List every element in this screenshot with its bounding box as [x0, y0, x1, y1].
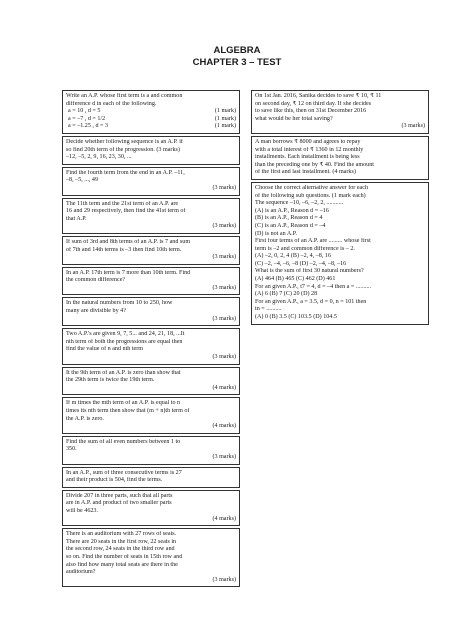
- left-question-column: [62, 90, 240, 589]
- question-text-line: times its nth term then show that (m + n)th term of: [66, 408, 190, 414]
- question-text-line: (C) is an A.P., Reason d = –4: [255, 222, 326, 229]
- question-text-line: What is the sum of first 30 natural numbers?: [255, 268, 364, 275]
- marks-label: (1 mark): [214, 115, 236, 122]
- question-text-line: of the first and last installment. (4 marks): [255, 169, 356, 176]
- question-box: [251, 136, 429, 180]
- question-text-line: (A) 464 (B) 465 (C) 462 (D) 461: [255, 276, 336, 283]
- question-text-line: In an A.P., sum of three consecutive terms is 27: [66, 469, 182, 476]
- question-text-line: Write an A.P. whose first term is a and common: [66, 93, 183, 99]
- question-text-line: (C) –2, –4, –6, –8 (D) –2, –4, –8, –16: [255, 260, 347, 267]
- question-text-line: are in A.P. and product of two smaller parts: [66, 500, 172, 507]
- question-text-line: Choose the correct alternative answer for each: [255, 184, 369, 191]
- question-text-line: term is –2 and common difference is – 2.: [255, 245, 355, 252]
- page-subtitle: CHAPTER 3 – TEST: [192, 57, 282, 68]
- question-text-line: It the 9th term of an A.P. is zero than show that: [66, 369, 181, 376]
- marks-label: (4 marks): [212, 515, 236, 522]
- question-text-line: with a total interest of ₹ 1360 in 12 monthly: [255, 146, 364, 153]
- question-text-line: so on. Find the number of seats in 15th row and: [66, 553, 183, 560]
- question-text-line: to save like this, then on 31st December 2016: [255, 108, 367, 115]
- marks-label: (3 marks): [212, 453, 236, 460]
- question-text-line: A man borrows ₹ 8000 and agrees to repay: [255, 138, 361, 145]
- question-text-line: will be 4623.: [66, 507, 98, 514]
- question-text-line: The 11th term and the 21st term of an A.P. are: [66, 200, 179, 207]
- marks-label: (3 marks): [401, 123, 425, 130]
- question-text-line: (A) 6 (B) 7 (C) 20 (D) 28: [255, 291, 318, 298]
- question-text-line: find the value of n and nth term: [66, 346, 143, 353]
- question-text-line: –8, –5, ..., 49: [66, 177, 98, 184]
- marks-label: (4 marks): [212, 384, 236, 391]
- sub-question-text: a = –1.25 , d = 3: [68, 123, 109, 130]
- question-text-line: the second row, 24 seats in the third row and: [66, 546, 175, 553]
- marks-label: (1 mark): [214, 108, 236, 115]
- question-text-line: Decide whether following sequence is an A.P. if: [66, 138, 183, 145]
- question-text-line: Find the sum of all even numbers between 1 to: [66, 438, 181, 445]
- page-title: ALGEBRA: [213, 45, 261, 56]
- question-text-line: On 1st Jan. 2016, Sanika decides to save ₹ 10, ₹ 11: [255, 93, 382, 99]
- marks-label: (4 marks): [212, 423, 236, 430]
- marks-label: (3 marks): [212, 223, 236, 230]
- marks-label: (3 marks): [212, 315, 236, 322]
- question-text-line: For an given A.P., a = 3.5, d = 0, n = 101 then: [255, 298, 367, 305]
- sub-question: [66, 123, 236, 131]
- question-text-line: Divide 207 in three parts, such that all parts: [66, 492, 173, 499]
- question-text-line: nth term of both the progressions are equal then: [66, 338, 183, 345]
- question-text-line: tn = ..........: [255, 306, 282, 313]
- question-box: [62, 436, 240, 465]
- question-text-line: the A.P. is zero.: [66, 415, 104, 422]
- sub-question: [66, 108, 236, 116]
- marks-label: (3 marks): [212, 354, 236, 361]
- marks-label: (3 marks): [212, 576, 236, 583]
- question-box: [62, 90, 240, 134]
- question-text-line: the common difference?: [66, 277, 126, 284]
- marks-label: (1 mark): [214, 123, 236, 130]
- question-box: [251, 182, 429, 325]
- question-text-line: on second day, ₹ 12 on third day. If she decides: [255, 100, 372, 107]
- question-box: [62, 198, 240, 234]
- question-text-line: (A) –2, 0, 2, 4 (B) –2, 4, –8, 16: [255, 253, 331, 260]
- question-text-line: In an A.P. 17th term is 7 more than 10th term. Find: [66, 269, 191, 276]
- question-text-line: For an given A.P., t7 = 4, d = –4 then a = ..........: [255, 283, 372, 290]
- question-text-line: Find the fourth term from the end in an A.P. –11,: [66, 169, 185, 176]
- question-text-line: so find 20th term of the progression. (3 marks): [66, 146, 180, 153]
- sub-question: [66, 116, 236, 124]
- question-box: [62, 467, 240, 488]
- question-text-line: (B) is an A.P., Reason d = 4: [255, 215, 323, 222]
- question-text-line: In the natural numbers from 10 to 250, how: [66, 300, 173, 307]
- question-box: [62, 136, 240, 165]
- right-question-column: [251, 90, 429, 327]
- question-text-line: what would be her total saving?: [255, 115, 333, 122]
- marks-label: (3 marks): [212, 254, 236, 261]
- question-text-line: also find how many total seats are there in the: [66, 561, 178, 568]
- question-box: [251, 90, 429, 134]
- question-box: [62, 490, 240, 526]
- question-text-line: 16 and 29 respectively, then find the 41st term of: [66, 208, 186, 215]
- question-text-line: of 7th and 14th terms is –3 then find 10th term.: [66, 246, 182, 253]
- question-text-line: (A) is an A.P., Reason d = –16: [255, 207, 329, 214]
- question-text-line: auditorium?: [66, 569, 96, 576]
- question-box: [62, 367, 240, 396]
- marks-label: (3 marks): [212, 284, 236, 291]
- question-text-line: If sum of 3rd and 8th terms of an A.P. is 7 and sum: [66, 238, 191, 245]
- marks-label: (3 marks): [212, 184, 236, 191]
- question-box: [62, 328, 240, 364]
- question-text-line: that A.P.: [66, 215, 87, 222]
- question-box: [62, 528, 240, 587]
- sub-question-text: a = 10 , d = 5: [68, 108, 101, 115]
- question-box: [62, 236, 240, 265]
- question-text-line: than the preceding one by ₹ 40. Find the amount: [255, 161, 374, 168]
- question-text-line: First four terms of an A.P. are ......... whose first: [255, 238, 371, 245]
- question-text-line: difference d in each of the following.: [66, 100, 157, 107]
- question-text-line: (A) 0 (B) 3.5 (C) 103.5 (D) 104.5: [255, 314, 337, 321]
- question-box: [62, 267, 240, 296]
- question-text-line: 350.: [66, 446, 77, 453]
- question-text-line: of the following sub questions. (1 mark each): [255, 192, 366, 199]
- question-text-line: There are 20 seats in the first row, 22 seats in: [66, 538, 177, 545]
- question-box: [62, 297, 240, 326]
- question-text-line: (D) is not an A.P.: [255, 230, 297, 237]
- question-text-line: The sequence –10, –6, –2, 2, ...........: [255, 200, 344, 207]
- question-text-line: many are divisible by 4?: [66, 308, 126, 315]
- question-text-line: installments. Each installment is being less: [255, 154, 360, 161]
- question-text-line: the 29th term is twice the 19th term.: [66, 377, 155, 384]
- question-text-line: If m times the mth term of an A.P. is equal to n: [66, 400, 181, 407]
- sub-question-text: a = –7 , d = 1/2: [68, 115, 106, 122]
- question-box: [62, 397, 240, 433]
- question-text-line: and their product is 504, find the terms.: [66, 477, 163, 484]
- question-text-line: Two A.P.'s are given 9, 7, 5... and 24, 21, 18, ...It: [66, 331, 185, 338]
- question-text-line: There is an auditorium with 27 rows of seats.: [66, 531, 177, 538]
- question-text-line: –12, –5, 2, 9, 16, 23, 30, ...: [66, 154, 132, 161]
- question-box: [62, 167, 240, 196]
